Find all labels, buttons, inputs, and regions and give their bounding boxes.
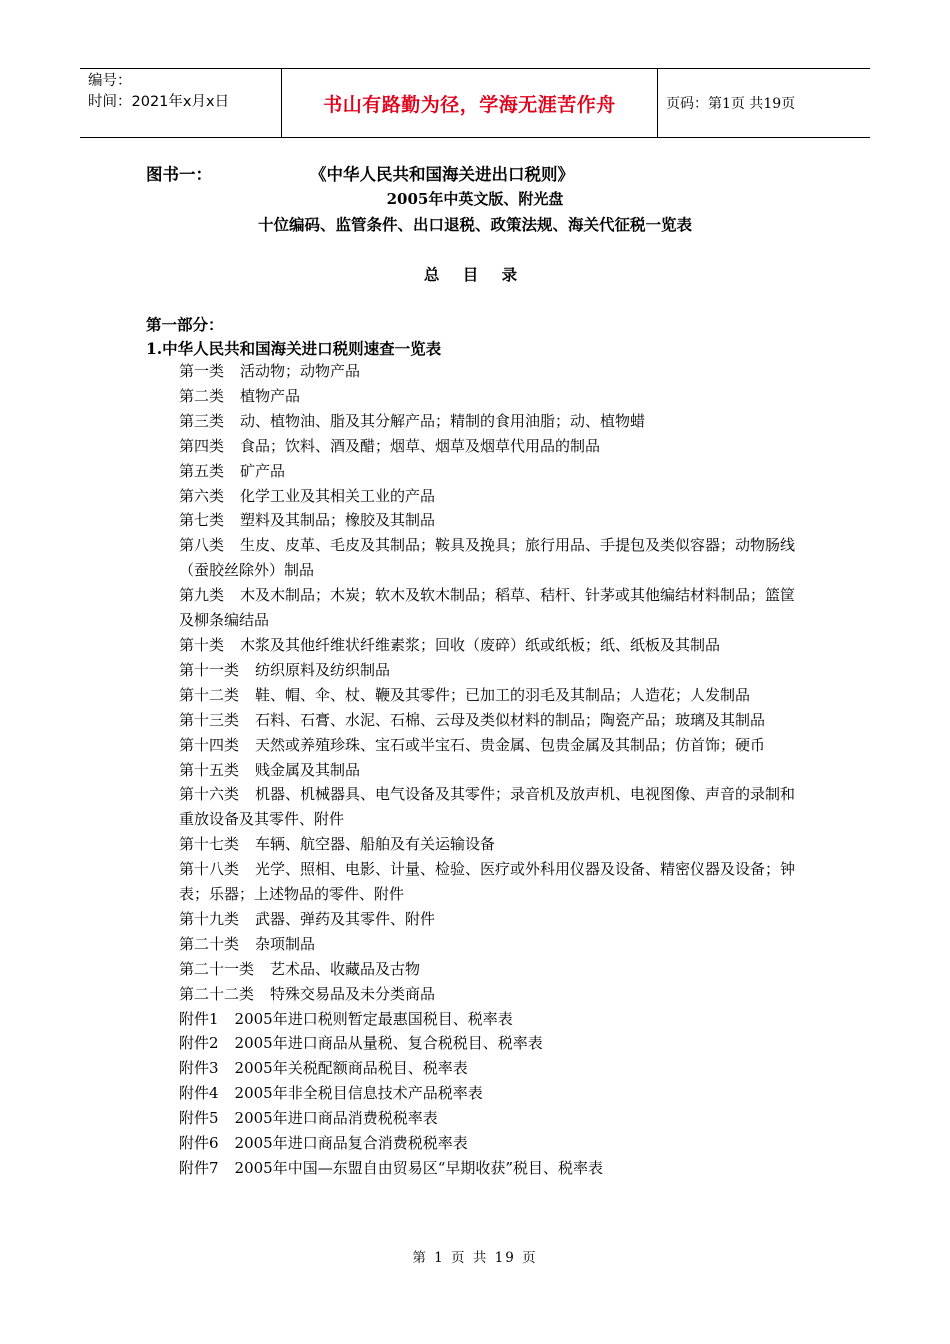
toc-item — [179, 832, 809, 857]
toc-item-label: 第十三类 — [179, 710, 240, 729]
toc-item-label: 第七类 — [179, 511, 225, 530]
toc-item — [179, 1156, 809, 1181]
toc-item-text: 木浆及其他纤维状纤维素浆；回收（废碎）纸或纸板；纸、纸板及其制品 — [240, 635, 721, 654]
toc-item-text: 矿产品 — [240, 461, 286, 480]
toc-item-label: 第二十一类 — [179, 959, 255, 978]
toc-item-label: 第四类 — [179, 436, 225, 455]
toc-item — [179, 1056, 809, 1081]
book-title: 《中华人民共和国海关进出口税则》 — [310, 165, 574, 184]
toc-item — [179, 932, 809, 957]
toc-item — [179, 658, 809, 683]
toc-item-label: 第十八类 — [179, 860, 240, 879]
toc-item-text: 2005年进口税则暂定最惠国税目、税率表 — [234, 1009, 513, 1028]
toc-item — [179, 857, 809, 907]
toc-item-text: 纺织原料及纺织制品 — [255, 660, 391, 679]
toc-item — [179, 1031, 809, 1056]
toc-item-text: 2005年进口商品从量税、复合税税目、税率表 — [234, 1034, 543, 1053]
toc-item-label: 第十四类 — [179, 735, 240, 754]
book-subtitle-2: 十位编码、监管条件、出口退税、政策法规、海关代征税一览表 — [257, 215, 692, 234]
toc-item — [179, 782, 809, 832]
header-page-info: 页码：第1页 共19页 — [666, 96, 796, 112]
toc-item-label: 第十六类 — [179, 785, 240, 804]
document-number: 编号： — [88, 73, 132, 89]
toc-item-label: 第二十类 — [179, 934, 240, 953]
toc-item-label: 第二类 — [179, 386, 225, 405]
toc-item-text: 特殊交易品及未分类商品 — [270, 984, 436, 1003]
part-label: 第一部分： — [146, 315, 224, 334]
toc-item-text: 武器、弹药及其零件、附件 — [255, 909, 436, 928]
toc-item-label: 附件6 — [179, 1134, 219, 1153]
toc-list — [179, 359, 809, 1181]
toc-item-label: 第六类 — [179, 486, 225, 505]
toc-item-label: 第十五类 — [179, 760, 240, 779]
toc-item — [179, 508, 809, 533]
toc-item-text: 艺术品、收藏品及古物 — [270, 959, 421, 978]
toc-item — [179, 583, 809, 633]
toc-item-label: 附件4 — [179, 1084, 219, 1103]
toc-item-label: 附件5 — [179, 1109, 219, 1128]
toc-item — [179, 733, 809, 758]
toc-item — [179, 683, 809, 708]
toc-item — [179, 459, 809, 484]
toc-item-label: 第二十二类 — [179, 984, 255, 1003]
page-header — [80, 68, 870, 138]
toc-item — [179, 533, 809, 583]
toc-item-label: 附件1 — [179, 1009, 219, 1028]
toc-item-text: 天然或养殖珍珠、宝石或半宝石、贵金属、包贵金属及其制品；仿首饰；硬币 — [255, 735, 766, 754]
toc-item-text: 2005年关税配额商品税目、税率表 — [234, 1059, 468, 1078]
toc-item-text: 车辆、航空器、船舶及有关运输设备 — [255, 835, 496, 854]
toc-item-text: 食品；饮料、酒及醋；烟草、烟草及烟草代用品的制品 — [240, 436, 601, 455]
toc-item — [179, 384, 809, 409]
toc-item — [179, 907, 809, 932]
toc-item — [179, 1007, 809, 1032]
toc-item-label: 第五类 — [179, 461, 225, 480]
toc-item-text: 2005年非全税目信息技术产品税率表 — [234, 1084, 483, 1103]
toc-item — [179, 1106, 809, 1131]
toc-item — [179, 1131, 809, 1156]
toc-item-text: 塑料及其制品；橡胶及其制品 — [240, 511, 436, 530]
header-motto: 书山有路勤为径，学海无涯苦作舟 — [281, 69, 658, 137]
toc-item — [179, 434, 809, 459]
toc-item — [179, 708, 809, 733]
toc-item-text: 2005年进口商品复合消费税税率表 — [234, 1134, 468, 1153]
toc-item — [179, 982, 809, 1007]
toc-item-label: 第九类 — [179, 586, 225, 605]
toc-item-text: 植物产品 — [240, 386, 301, 405]
document-time: 时间：2021年x月x日 — [88, 94, 230, 110]
toc-item-text: 贱金属及其制品 — [255, 760, 361, 779]
toc-item — [179, 1081, 809, 1106]
toc-item-label: 第十九类 — [179, 909, 240, 928]
toc-item-text: 木及木制品；木炭；软木及软木制品；稻草、秸杆、针茅或其他编结材料制品；篮筐及柳条编结品 — [179, 586, 796, 630]
toc-item-label: 第十一类 — [179, 660, 240, 679]
toc-item-text: 石料、石膏、水泥、石棉、云母及类似材料的制品；陶瓷产品；玻璃及其制品 — [255, 710, 766, 729]
toc-item-text: 机器、机械器具、电气设备及其零件；录音机及放声机、电视图像、声音的录制和重放设备及其零件、附件 — [179, 785, 796, 829]
toc-item-text: 活动物；动物产品 — [240, 362, 361, 380]
book-label: 图书一： — [146, 165, 212, 184]
toc-item-text: 杂项制品 — [255, 934, 316, 953]
toc-item-text: 化学工业及其相关工业的产品 — [240, 486, 436, 505]
toc-item-label: 第十七类 — [179, 835, 240, 854]
toc-item-text: 生皮、皮革、毛皮及其制品；鞍具及挽具；旅行用品、手提包及类似容器；动物肠线（蚕胶丝除外）制品 — [179, 536, 796, 580]
book-subtitle: 2005年中英文版、附光盘 — [386, 190, 564, 208]
header-meta — [80, 69, 281, 137]
toc-item-text: 2005年进口商品消费税税率表 — [234, 1109, 438, 1128]
toc-item — [179, 633, 809, 658]
toc-item-label: 附件7 — [179, 1159, 219, 1177]
toc-item-label: 第十二类 — [179, 685, 240, 704]
toc-item-label: 第八类 — [179, 536, 225, 555]
toc-item-label: 第一类 — [179, 362, 225, 380]
toc-item-text: 2005年中国—东盟自由贸易区“早期收获”税目、税率表 — [234, 1159, 604, 1177]
toc-item-text: 光学、照相、电影、计量、检验、医疗或外科用仪器及设备、精密仪器及设备；钟表；乐器；上述物品的零件、附件 — [179, 860, 796, 904]
toc-item — [179, 957, 809, 982]
toc-item — [179, 484, 809, 509]
toc-item-text: 动、植物油、脂及其分解产品；精制的食用油脂；动、植物蜡 — [240, 411, 646, 430]
toc-item — [179, 359, 809, 384]
toc-title: 总 目 录 — [423, 265, 527, 284]
toc-item — [179, 409, 809, 434]
toc-item-label: 附件3 — [179, 1059, 219, 1078]
section-heading: 1.中华人民共和国海关进口税则速查一览表 — [146, 339, 442, 358]
toc-item-label: 附件2 — [179, 1034, 219, 1053]
toc-item — [179, 758, 809, 783]
toc-item-text: 鞋、帽、伞、杖、鞭及其零件；已加工的羽毛及其制品；人造花；人发制品 — [255, 685, 751, 704]
page-footer: 第 1 页 共 19 页 — [412, 1250, 538, 1266]
toc-item-label: 第十类 — [179, 635, 225, 654]
toc-item-label: 第三类 — [179, 411, 225, 430]
